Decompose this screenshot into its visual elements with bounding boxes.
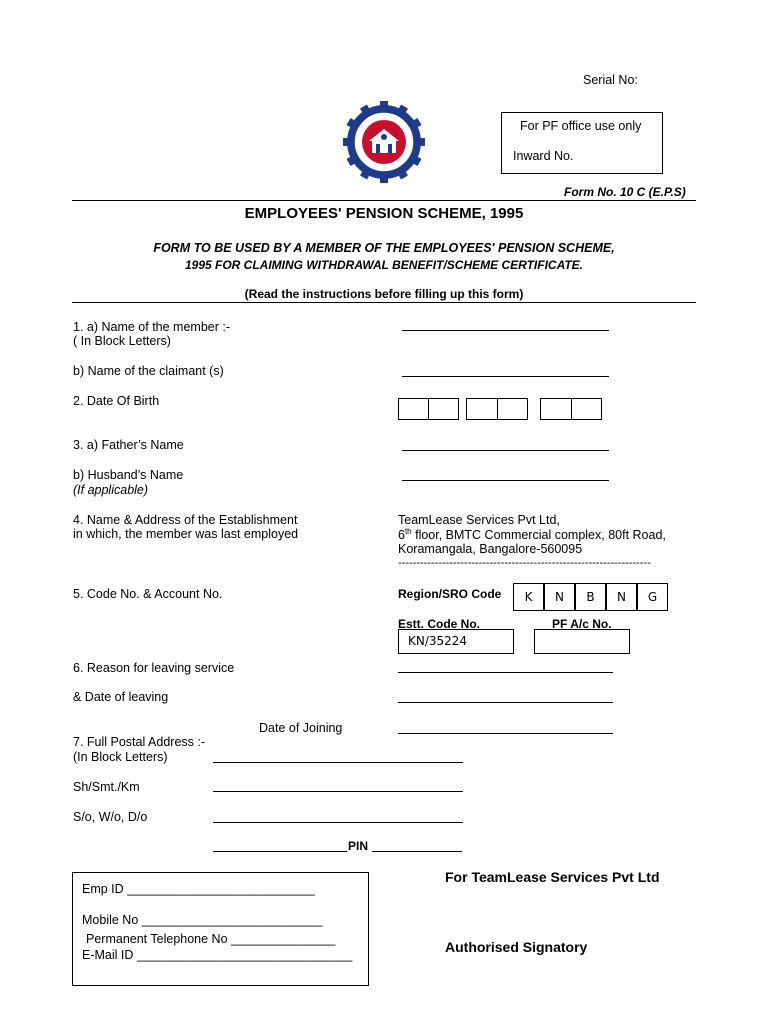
member-name-label: 1. a) Name of the member :- (73, 320, 231, 334)
establishment-label-2: in which, the member was last employed (73, 527, 299, 541)
dob-day-2[interactable] (428, 398, 459, 420)
region-code-cell[interactable]: B (575, 583, 606, 611)
establishment-city: Koramangala, Bangalore-560095 (398, 542, 583, 556)
pf-office-label: For PF office use only (520, 119, 642, 133)
father-name-field[interactable] (402, 450, 609, 451)
estt-code-value: KN/35224 (408, 634, 468, 648)
dob-year-1[interactable] (540, 398, 572, 420)
date-of-leaving-field[interactable] (398, 702, 613, 703)
instruction-text: (Read the instructions before filling up this form) (244, 287, 524, 301)
pf-ac-field[interactable] (534, 629, 630, 654)
mobile-field[interactable]: Mobile No __________________________ (82, 913, 323, 927)
subtitle-line1: FORM TO BE USED BY A MEMBER OF THE EMPLOYEES' PENSION SCHEME, (153, 241, 615, 255)
dob-label: 2. Date Of Birth (73, 394, 160, 408)
claimant-name-label: b) Name of the claimant (s) (73, 364, 224, 378)
husband-name-label: b) Husband’s Name (73, 468, 184, 482)
dob-month-1[interactable] (466, 398, 498, 420)
header-bottom-rule (72, 302, 696, 303)
pin-label: PIN (348, 839, 369, 853)
dob-day-1[interactable] (398, 398, 429, 420)
dob-month-2[interactable] (497, 398, 528, 420)
block-letters-note-2: (In Block Letters) (73, 750, 168, 764)
region-code-cell[interactable]: G (637, 583, 668, 611)
emp-id-field[interactable]: Emp ID ___________________________ (82, 882, 315, 896)
floor-suffix: th (404, 527, 412, 536)
region-code-label: Region/SRO Code (398, 587, 502, 601)
if-applicable-note: (If applicable) (73, 483, 149, 497)
relation-label: S/o, W/o, D/o (73, 810, 148, 824)
date-of-joining-field[interactable] (398, 733, 613, 734)
contact-box (72, 872, 369, 986)
sh-smt-km-field[interactable] (213, 791, 463, 792)
father-name-label: 3. a) Father’s Name (73, 438, 184, 452)
epfo-emblem-icon (343, 101, 425, 183)
block-letters-note: ( In Block Letters) (73, 334, 171, 348)
address-dash-line: --------------------------------------------------------------------- (398, 557, 651, 569)
address-rest: floor, BMTC Commercial complex, 80ft Road, (411, 528, 666, 543)
form-number: Form No. 10 C (E.P.S) (564, 185, 686, 199)
estt-code-field[interactable] (398, 629, 514, 654)
subtitle-line2: 1995 FOR CLAIMING WITHDRAWAL BENEFIT/SCHEME CERTIFICATE. (184, 258, 584, 272)
leaving-reason-label: 6. Reason for leaving service (73, 661, 235, 675)
page-title: EMPLOYEES' PENSION SCHEME, 1995 (244, 205, 524, 222)
pf-ac-label: PF A/c No. (552, 617, 612, 631)
region-code-cell[interactable]: K (513, 583, 544, 611)
email-field[interactable]: E-Mail ID _______________________________ (82, 948, 353, 962)
postal-address-label: 7. Full Postal Address :- (73, 735, 206, 749)
establishment-label-1: 4. Name & Address of the Establishment (73, 513, 298, 527)
claimant-name-field[interactable] (402, 376, 609, 377)
pf-office-box (501, 112, 663, 174)
estt-code-label: Estt. Code No. (398, 617, 481, 631)
company-signature-label: For TeamLease Services Pvt Ltd (445, 869, 660, 885)
postal-address-field[interactable] (213, 762, 463, 763)
code-account-label: 5. Code No. & Account No. (73, 587, 223, 601)
member-name-field[interactable] (402, 330, 609, 331)
pin-field[interactable] (372, 851, 462, 852)
dob-year-2[interactable] (571, 398, 602, 420)
header-top-rule (72, 200, 696, 201)
establishment-address-line (398, 527, 666, 542)
husband-name-field[interactable] (402, 480, 609, 481)
sh-smt-km-label: Sh/Smt./Km (73, 780, 140, 794)
relation-field[interactable] (213, 822, 463, 823)
telephone-field[interactable]: Permanent Telephone No _______________ (86, 932, 336, 946)
leaving-reason-field[interactable] (398, 672, 613, 673)
date-of-joining-label: Date of Joining (259, 721, 343, 735)
inward-no-label: Inward No. (513, 149, 574, 163)
authorised-signatory-label: Authorised Signatory (445, 939, 588, 955)
serial-no-label: Serial No: (583, 73, 638, 87)
floor-number: 6 (398, 528, 405, 543)
region-code-cell[interactable]: N (606, 583, 637, 611)
date-of-leaving-label: & Date of leaving (73, 690, 169, 704)
address-line-field[interactable] (213, 851, 347, 852)
region-code-cell[interactable]: N (544, 583, 575, 611)
establishment-name: TeamLease Services Pvt Ltd, (398, 513, 560, 527)
